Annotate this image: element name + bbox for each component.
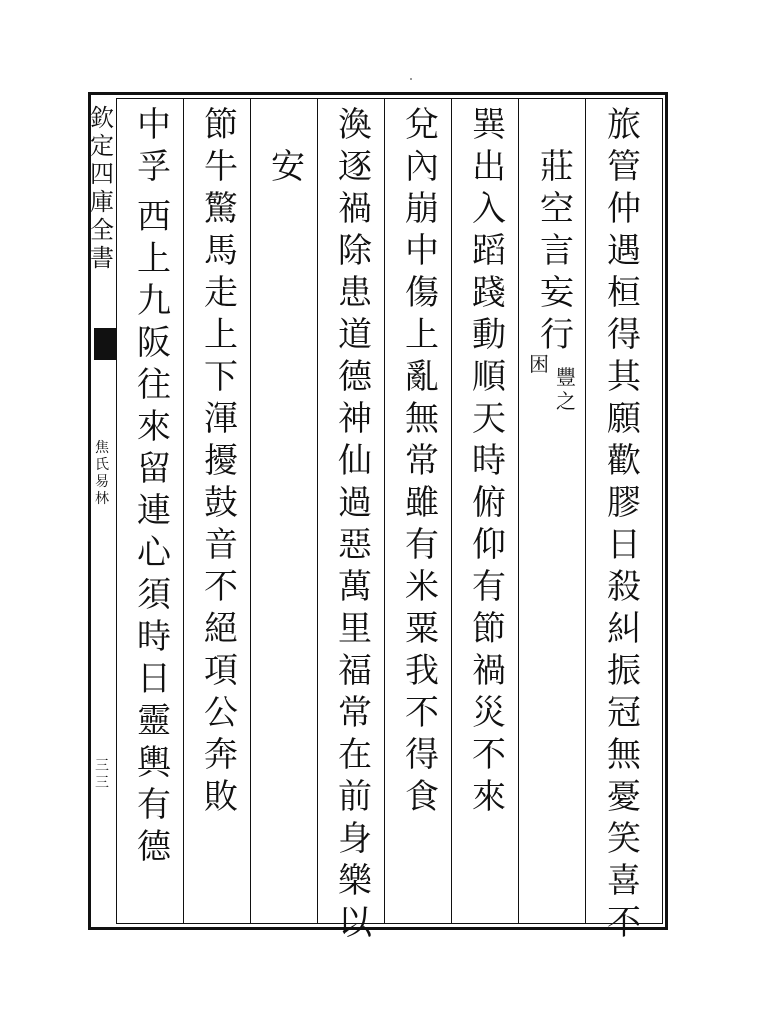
character: 留 [137, 449, 171, 489]
character: 亂 [405, 357, 439, 397]
character: 庫 [90, 188, 114, 216]
column-text [468, 146, 510, 818]
character: 憂 [607, 777, 641, 817]
character: 書 [90, 244, 114, 272]
character: 順 [472, 357, 506, 397]
character: 連 [137, 491, 171, 531]
character: 往 [137, 365, 171, 405]
character: 道 [338, 315, 372, 355]
character: 時 [137, 617, 171, 657]
character: 動 [472, 315, 506, 355]
text-column-2 [536, 146, 578, 356]
column-divider [250, 98, 251, 924]
character: 里 [338, 609, 372, 649]
character: 焦 [95, 440, 109, 456]
column-text [536, 146, 578, 356]
character: 音 [204, 525, 238, 565]
character: 九 [137, 281, 171, 321]
character: 殺 [607, 567, 641, 607]
inner-frame [116, 98, 663, 924]
column-text [603, 146, 645, 944]
text-column-4 [401, 104, 443, 818]
character: 三 [95, 758, 109, 774]
character: 傷 [405, 273, 439, 313]
character: 之 [556, 389, 576, 413]
text-column-1 [603, 104, 645, 944]
character: 以 [338, 903, 372, 943]
text-column-8 [133, 104, 175, 868]
character: 德 [338, 357, 372, 397]
fish-tail-mark [94, 328, 116, 360]
column-divider [183, 98, 184, 924]
character: 內 [405, 147, 439, 187]
text-column-7 [200, 104, 242, 818]
character: 困 [529, 352, 549, 376]
character: 渾 [204, 399, 238, 439]
character: 天 [472, 399, 506, 439]
note-right [554, 365, 578, 413]
character: 全 [90, 216, 114, 244]
character: 定 [90, 132, 114, 160]
character: 妄 [540, 273, 574, 313]
character: 言 [540, 231, 574, 271]
character: 得 [405, 735, 439, 775]
character: 奔 [204, 735, 238, 775]
character: 無 [405, 399, 439, 439]
character: 三 [95, 775, 109, 791]
character: 其 [607, 357, 641, 397]
character: 常 [338, 693, 372, 733]
character: 巽 [472, 105, 506, 145]
column-text [401, 146, 443, 818]
character: 樂 [338, 861, 372, 901]
character: 喜 [607, 861, 641, 901]
column-heading [468, 104, 510, 146]
character: 入 [472, 189, 506, 229]
character: 我 [405, 651, 439, 691]
character: 糾 [607, 609, 641, 649]
character: 四 [90, 160, 114, 188]
character: 不 [607, 903, 641, 943]
column-divider [317, 98, 318, 924]
character: 俯 [472, 483, 506, 523]
character: 遇 [607, 231, 641, 271]
character: 常 [405, 441, 439, 481]
column-heading [603, 104, 645, 146]
character: 振 [607, 651, 641, 691]
character: 中 [137, 105, 171, 145]
character: 禍 [338, 189, 372, 229]
character: 願 [607, 399, 641, 439]
character: 上 [204, 315, 238, 355]
character: 踐 [472, 273, 506, 313]
character: 上 [405, 315, 439, 355]
character: 德 [137, 827, 171, 867]
character: 無 [607, 735, 641, 775]
character: 項 [204, 651, 238, 691]
character: 阪 [137, 323, 171, 363]
margin-book-title [88, 440, 116, 508]
character: 冠 [607, 693, 641, 733]
character: 有 [405, 525, 439, 565]
character: 渙 [338, 105, 372, 145]
character: 莊 [540, 147, 574, 187]
column-divider [384, 98, 385, 924]
character: 仰 [472, 525, 506, 565]
character: 有 [472, 567, 506, 607]
character: 上 [137, 239, 171, 279]
text-column-6 [267, 146, 309, 188]
character: 歡 [607, 441, 641, 481]
character: 走 [204, 273, 238, 313]
character: 來 [137, 407, 171, 447]
character: 患 [338, 273, 372, 313]
character: 旅 [607, 105, 641, 145]
character: 鼓 [204, 483, 238, 523]
character: 輿 [137, 743, 171, 783]
character: 不 [405, 693, 439, 733]
character: 災 [472, 693, 506, 733]
character: 馬 [204, 231, 238, 271]
character: 食 [405, 777, 439, 817]
character: 來 [472, 777, 506, 817]
character: 除 [338, 231, 372, 271]
text-column-5 [334, 104, 376, 944]
column-text [133, 196, 175, 868]
character: 雖 [405, 483, 439, 523]
character: 逐 [338, 147, 372, 187]
character: 有 [137, 785, 171, 825]
character: 身 [338, 819, 372, 859]
character: 禍 [472, 651, 506, 691]
character: 蹈 [472, 231, 506, 271]
character: 林 [95, 491, 109, 507]
character: 敗 [204, 777, 238, 817]
character: 下 [204, 357, 238, 397]
scan-dot [410, 78, 412, 80]
character: 不 [204, 567, 238, 607]
character: 牛 [204, 147, 238, 187]
character: 粟 [405, 609, 439, 649]
character: 中 [405, 231, 439, 271]
character: 笑 [607, 819, 641, 859]
character: 仙 [338, 441, 372, 481]
character: 公 [204, 693, 238, 733]
column-text [267, 146, 309, 188]
note-left [527, 352, 551, 376]
character: 安 [271, 147, 305, 187]
margin-page-number [88, 758, 116, 792]
character: 萬 [338, 567, 372, 607]
column-divider [451, 98, 452, 924]
character: 西 [137, 197, 171, 237]
character: 時 [472, 441, 506, 481]
character: 不 [472, 735, 506, 775]
margin-title [88, 104, 116, 272]
character: 靈 [137, 701, 171, 741]
character: 崩 [405, 189, 439, 229]
character: 惡 [338, 525, 372, 565]
character: 欽 [90, 104, 114, 132]
character: 米 [405, 567, 439, 607]
character: 絕 [204, 609, 238, 649]
character: 日 [137, 659, 171, 699]
character: 福 [338, 651, 372, 691]
character: 孚 [137, 147, 171, 187]
character: 兌 [405, 105, 439, 145]
column-divider [585, 98, 586, 924]
character: 行 [540, 315, 574, 355]
character: 過 [338, 483, 372, 523]
character: 擾 [204, 441, 238, 481]
character: 膠 [607, 483, 641, 523]
character: 前 [338, 777, 372, 817]
character: 節 [472, 609, 506, 649]
character: 出 [472, 147, 506, 187]
character: 日 [607, 525, 641, 565]
character: 節 [204, 105, 238, 145]
column-divider [518, 98, 519, 924]
character: 須 [137, 575, 171, 615]
character: 在 [338, 735, 372, 775]
character: 心 [137, 533, 171, 573]
character: 仲 [607, 189, 641, 229]
column-heading [200, 104, 242, 146]
text-column-3 [468, 104, 510, 818]
character: 管 [607, 147, 641, 187]
column-text [200, 146, 242, 818]
character: 空 [540, 189, 574, 229]
character: 氏 [95, 457, 109, 473]
character: 桓 [607, 273, 641, 313]
character: 驚 [204, 189, 238, 229]
character: 神 [338, 399, 372, 439]
column-text [334, 146, 376, 944]
character: 豐 [556, 365, 576, 389]
column-heading [401, 104, 443, 146]
column-heading [133, 104, 175, 188]
column-heading [334, 104, 376, 146]
character: 得 [607, 315, 641, 355]
character: 易 [95, 474, 109, 490]
